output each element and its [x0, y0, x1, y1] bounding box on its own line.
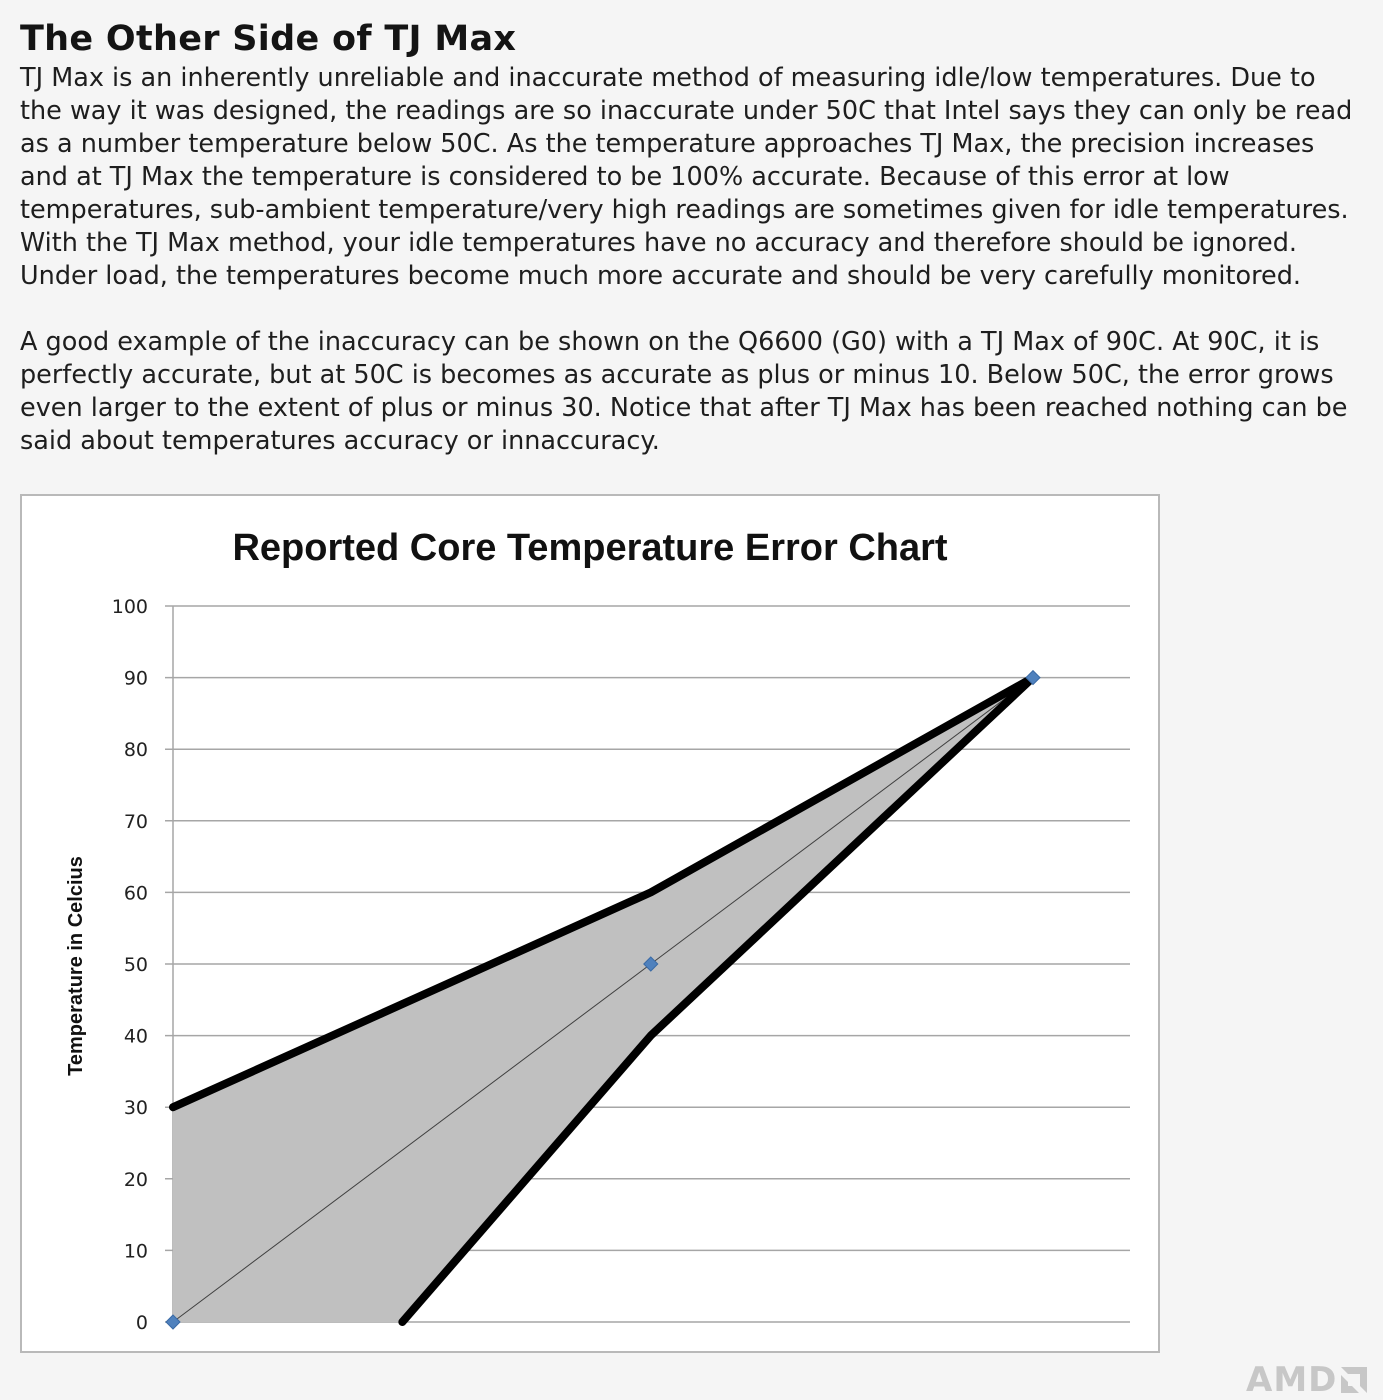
y-tick-label-70: 70: [123, 810, 148, 833]
paragraph-intro: TJ Max is an inherently unreliable and inaccurate method of measuring idle/low temperatures. Due to the way it was designed, the readings are so inaccurate under 50C that Intel says they can only be read as a number temperature below 50C. As the temperature approaches TJ Max, the precision increases and at TJ Max the temperature is considered to be 100% accurate. Because of this error at low temperatures, sub-ambient temperature/very high readings are sometimes given for idle temperatures. With the TJ Max method, your idle temperatures have no accuracy and therefore should be ignored. Under load, the temperatures become much more accurate and should be very carefully monitored.: [20, 63, 1353, 291]
y-tick-label-50: 50: [123, 954, 148, 976]
y-tick-label-80: 80: [123, 739, 148, 762]
series-line-actual: [173, 678, 1033, 1322]
y-tick-label-100: 100: [111, 596, 148, 618]
y-tick-label-60: 60: [123, 882, 148, 905]
chart-title: Reported Core Temperature Error Chart: [232, 527, 948, 569]
y-tick-label-20: 20: [123, 1168, 148, 1191]
amd-logo: [1246, 1360, 1369, 1400]
amd-logo-text: AMD: [1246, 1360, 1338, 1400]
y-tick-label-0: 0: [135, 1312, 148, 1334]
temperature-error-chart: [22, 496, 1158, 1351]
page-title: The Other Side of TJ Max: [20, 19, 517, 59]
y-tick-label-40: 40: [123, 1025, 148, 1048]
series-lines: [173, 678, 1033, 1322]
y-tick-label-90: 90: [123, 667, 148, 690]
y-axis-label: Temperature in Celcius: [65, 856, 87, 1076]
amd-arrow-icon: [1339, 1365, 1369, 1395]
chart-image: [20, 494, 1160, 1353]
paragraph-example: A good example of the inaccuracy can be shown on the Q6600 (G0) with a TJ Max of 90C. At 90C, it is perfectly accurate, but at 50C is becomes as accurate as plus or minus 10. Below 50C, the error grows even larger to the extent of plus or minus 30. Notice that after TJ Max has been reached nothing can be said about temperatures accuracy or innaccuracy.: [20, 327, 1348, 456]
y-tick-label-10: 10: [123, 1240, 148, 1263]
y-tick-label-30: 30: [123, 1097, 148, 1120]
article: [20, 0, 1365, 458]
y-tick-labels: [112, 596, 148, 1334]
